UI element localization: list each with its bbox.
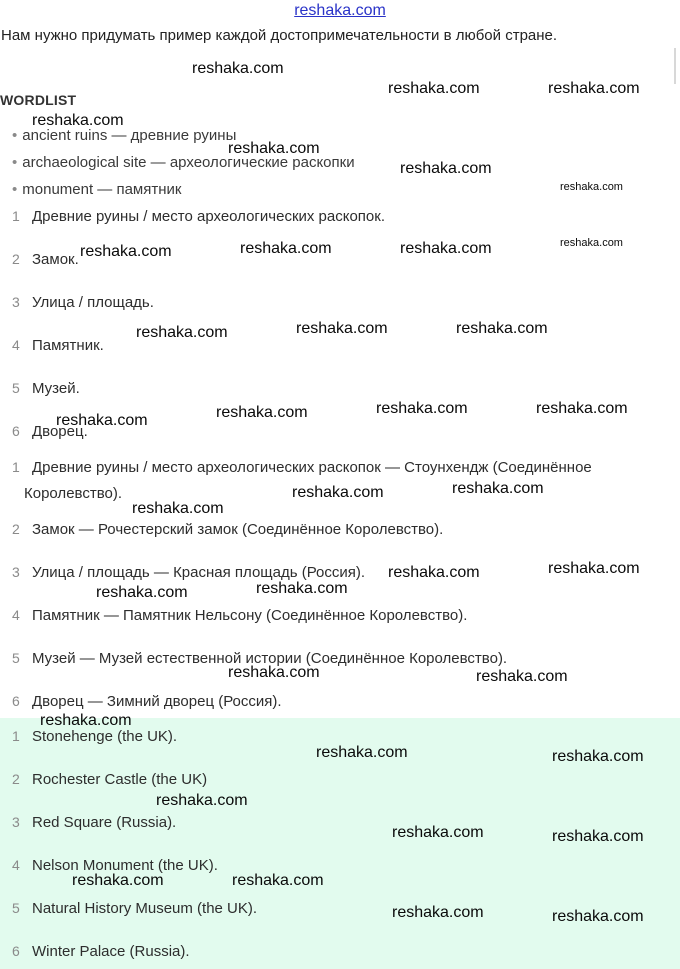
watermark-text: reshaka.com: [156, 792, 248, 809]
item-number: 5: [12, 900, 20, 916]
watermark-text: reshaka.com: [292, 484, 384, 501]
list-item: [12, 728, 672, 745]
watermark-text: reshaka.com: [400, 240, 492, 257]
item-number: 5: [12, 380, 20, 396]
watermark-text: reshaka.com: [136, 324, 228, 341]
watermark-text: reshaka.com: [256, 580, 348, 597]
item-number: 1: [12, 728, 20, 744]
bullet-icon: •: [12, 154, 18, 171]
item-text: Музей.: [32, 380, 80, 397]
list-item: [12, 943, 672, 960]
list-item: [12, 337, 672, 354]
watermark-text: reshaka.com: [400, 160, 492, 177]
item-number: 6: [12, 423, 20, 439]
item-text: Замок.: [32, 251, 79, 268]
wordlist-item-text: ancient ruins — древние руины: [22, 127, 237, 144]
watermark-text: reshaka.com: [452, 480, 544, 497]
bullet-icon: •: [12, 127, 18, 144]
list-item: [12, 521, 672, 538]
list-item: [12, 208, 672, 225]
wordlist-item-text: archaeological site — археологические раскопки: [22, 154, 355, 171]
item-text: Natural History Museum (the UK).: [32, 900, 258, 917]
watermark-text: reshaka.com: [552, 748, 644, 765]
wordlist-item: [12, 181, 181, 198]
item-number: 3: [12, 814, 20, 830]
bullet-icon: •: [12, 181, 18, 198]
item-text: Музей — Музей естественной истории (Соединённое Королевство).: [32, 650, 508, 667]
list-item: [12, 693, 672, 710]
watermark-text: reshaka.com: [228, 140, 320, 157]
item-text: Памятник — Памятник Нельсону (Соединённое Королевство).: [32, 607, 468, 624]
watermark-text: reshaka.com: [132, 500, 224, 517]
watermark-text: reshaka.com: [548, 560, 640, 577]
item-number: 6: [12, 943, 20, 959]
watermark-text: reshaka.com: [388, 564, 480, 581]
watermark-text: reshaka.com: [96, 584, 188, 601]
watermark-text: reshaka.com: [228, 664, 320, 681]
list-item: [12, 771, 672, 788]
item-number: 6: [12, 693, 20, 709]
watermark-text: reshaka.com: [296, 320, 388, 337]
watermark-text: reshaka.com: [240, 240, 332, 257]
item-number: 4: [12, 857, 20, 873]
item-text: Памятник.: [32, 337, 104, 354]
watermark-text: reshaka.com: [80, 243, 172, 260]
site-logo-link[interactable]: reshaka.com: [294, 2, 386, 19]
watermark-text: reshaka.com: [392, 904, 484, 921]
watermark-text: reshaka.com: [40, 712, 132, 729]
watermark-text: reshaka.com: [552, 908, 644, 925]
list-item: [12, 294, 672, 311]
item-number: 4: [12, 337, 20, 353]
watermark-text: reshaka.com: [476, 668, 568, 685]
watermark-text: reshaka.com: [560, 237, 623, 249]
item-number: 2: [12, 251, 20, 267]
watermark-text: reshaka.com: [376, 400, 468, 417]
item-text: Улица / площадь — Красная площадь (Россия).: [32, 564, 366, 581]
task-intro: Нам нужно придумать пример каждой достопримечательности в любой стране.: [1, 27, 558, 44]
watermark-text: reshaka.com: [316, 744, 408, 761]
scrollbar[interactable]: [674, 48, 676, 84]
item-text: Древние руины / место археологических раскопок — Стоунхендж (Соединённое: [32, 459, 592, 476]
list-item: [12, 607, 672, 624]
item-text: Winter Palace (Russia).: [32, 943, 190, 960]
watermark-text: reshaka.com: [536, 400, 628, 417]
watermark-text: reshaka.com: [552, 828, 644, 845]
item-number: 1: [12, 208, 20, 224]
item-text: Замок — Рочестерский замок (Соединённое Королевство).: [32, 521, 444, 538]
item-text: Red Square (Russia).: [32, 814, 177, 831]
item-text: Дворец — Зимний дворец (Россия).: [32, 693, 282, 710]
item-text: Древние руины / место археологических раскопок.: [32, 208, 386, 225]
item-text: Улица / площадь.: [32, 294, 154, 311]
wordlist-item-text: monument — памятник: [22, 181, 182, 198]
item-number: 5: [12, 650, 20, 666]
item-number: 1: [12, 459, 20, 475]
item-number: 2: [12, 521, 20, 537]
list-item: [12, 380, 672, 397]
item-number: 4: [12, 607, 20, 623]
watermark-text: reshaka.com: [392, 824, 484, 841]
item-number: 3: [12, 564, 20, 580]
list-item: [12, 650, 672, 667]
watermark-text: reshaka.com: [560, 181, 623, 193]
wordlist-title: WORDLIST: [0, 92, 77, 108]
watermark-text: reshaka.com: [192, 60, 284, 77]
watermark-text: reshaka.com: [216, 404, 308, 421]
watermark-text: reshaka.com: [456, 320, 548, 337]
watermark-text: reshaka.com: [56, 412, 148, 429]
watermark-text: reshaka.com: [72, 872, 164, 889]
item-number: 2: [12, 771, 20, 787]
item-text: Nelson Monument (the UK).: [32, 857, 218, 874]
item-text-continued: Королевство).: [24, 485, 123, 502]
item-text: Дворец.: [32, 423, 88, 440]
item-text: Rochester Castle (the UK): [32, 771, 208, 788]
watermark-text: reshaka.com: [548, 80, 640, 97]
watermark-text: reshaka.com: [388, 80, 480, 97]
watermark-text: reshaka.com: [32, 112, 124, 129]
item-text: Stonehenge (the UK).: [32, 728, 178, 745]
item-number: 3: [12, 294, 20, 310]
watermark-text: reshaka.com: [232, 872, 324, 889]
